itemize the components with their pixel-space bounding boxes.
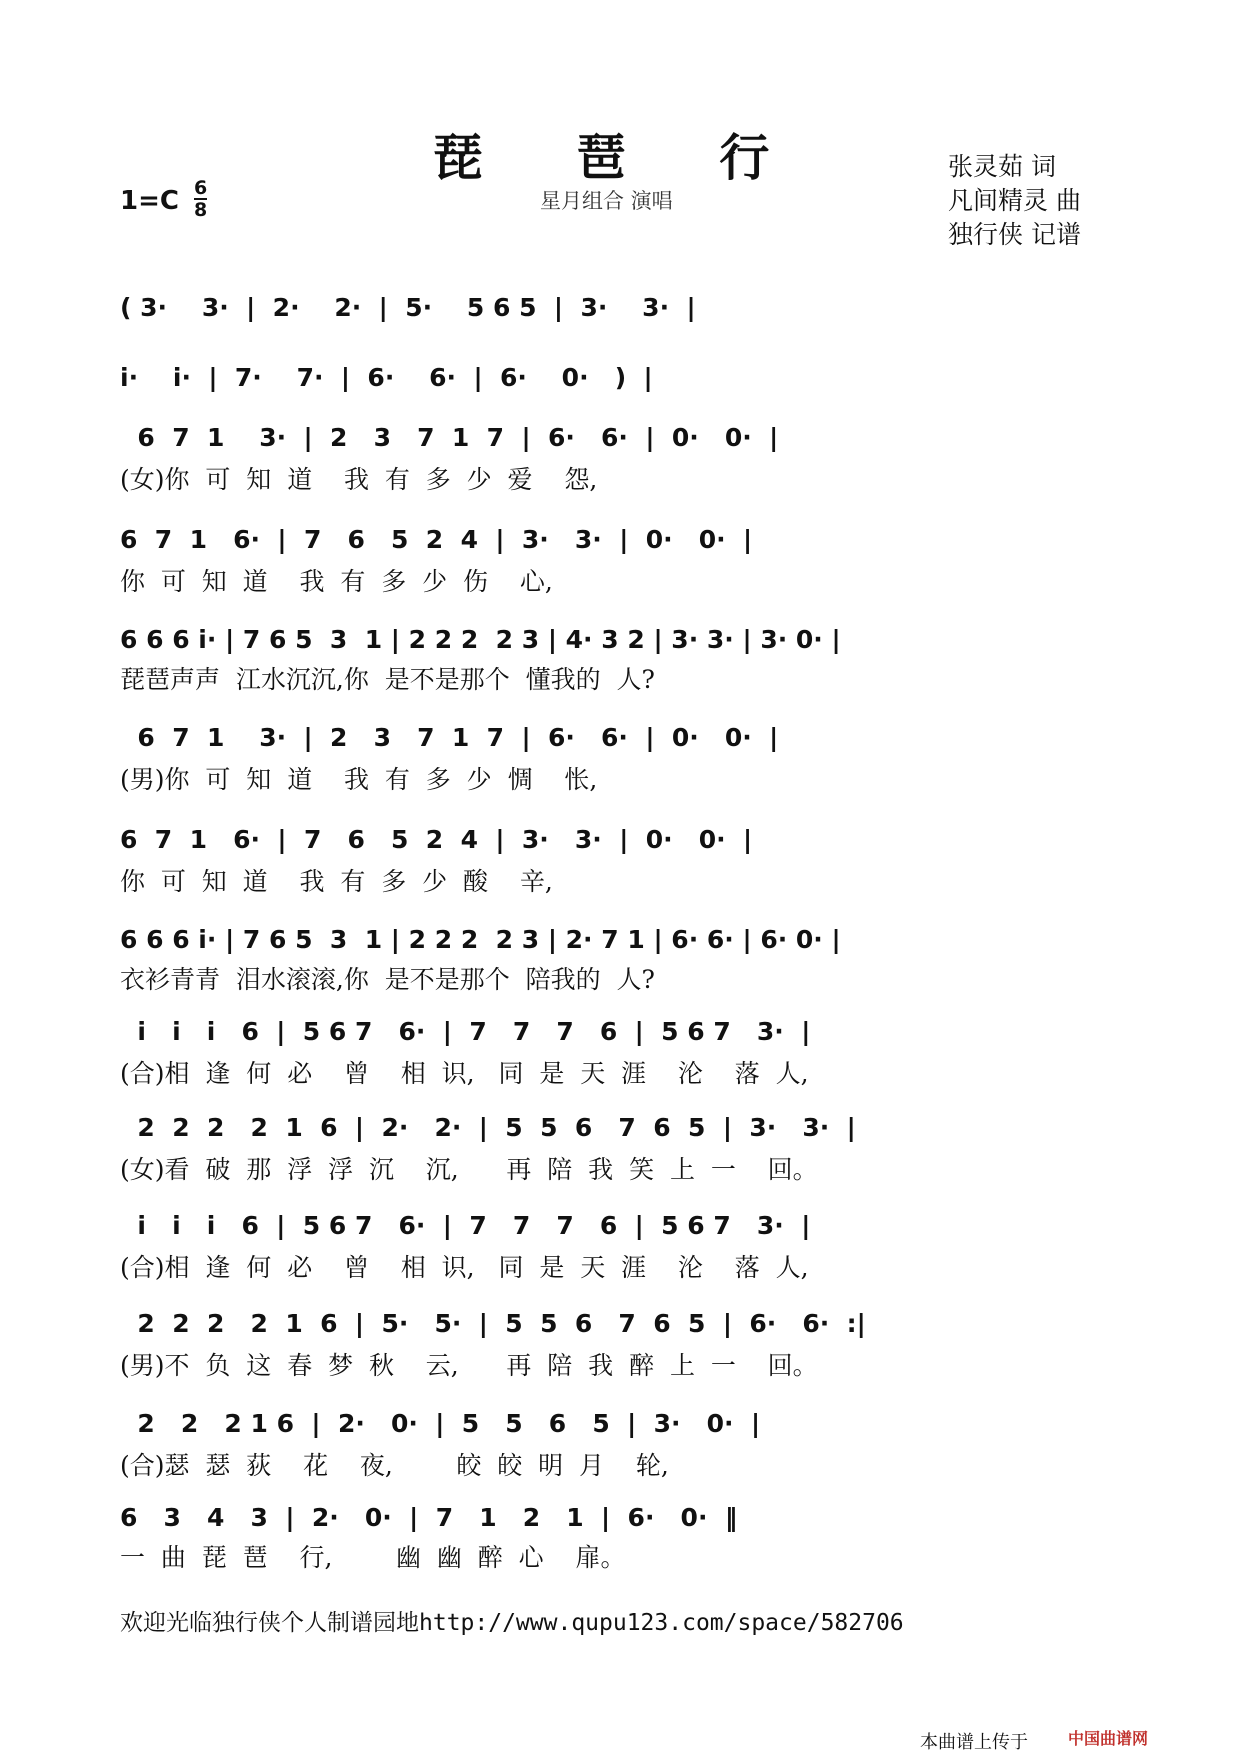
notation-line: i· i· | 7· 7· | 6· 6· | 6· 0· ) |	[120, 363, 653, 392]
lyric-line: (男)不 负 这 春 梦 秋 云, 再 陪 我 醉 上 一 回。	[120, 1351, 818, 1380]
lyric-line: 衣衫青青 泪水滚滚,你 是不是那个 陪我的 人?	[120, 965, 655, 994]
footer-website: 欢迎光临独行侠个人制谱园地http://www.qupu123.com/space/582706	[120, 1610, 904, 1636]
site-logo: 中国曲谱网	[1068, 1729, 1149, 1748]
composer-credit: 凡间精灵 曲	[948, 186, 1081, 215]
notation-line: i i i 6 | 5 6 7 6· | 7 7 7 6 | 5 6 7 3· |	[120, 1017, 811, 1046]
page-title: 琵 琶 行	[432, 128, 808, 187]
lyricist-credit: 张灵茹 词	[948, 152, 1056, 181]
lyric-line: (男)你 可 知 道 我 有 多 少 惆 怅,	[120, 765, 598, 794]
transcriber-credit: 独行侠 记谱	[948, 220, 1081, 249]
upload-note: 本曲谱上传于	[920, 1732, 1028, 1753]
credits	[948, 150, 1081, 252]
lyric-line: 你 可 知 道 我 有 多 少 伤 心,	[120, 567, 553, 596]
notation-line: 6 6 6 i· | 7 6 5 3 1 | 2 2 2 2 3 | 4· 3 2 | 3· 3· | 3· 0· |	[120, 625, 841, 654]
notation-line: 2 2 2 2 1 6 | 5· 5· | 5 5 6 7 6 5 | 6· 6· :|	[120, 1309, 866, 1338]
notation-line: ( 3· 3· | 2· 2· | 5· 5 6 5 | 3· 3· |	[120, 293, 696, 322]
notation-line: 2 2 2 1 6 | 2· 0· | 5 5 6 5 | 3· 0· |	[120, 1409, 761, 1438]
time-signature	[194, 178, 207, 220]
lyric-line: (合)相 逢 何 必 曾 相 识, 同 是 天 涯 沦 落 人,	[120, 1253, 809, 1282]
notation-line: 2 2 2 2 1 6 | 2· 2· | 5 5 6 7 6 5 | 3· 3· |	[120, 1113, 856, 1142]
lyric-line: (合)瑟 瑟 荻 花 夜, 皎 皎 明 月 轮,	[120, 1451, 669, 1480]
notation-line: 6 7 1 6· | 7 6 5 2 4 | 3· 3· | 0· 0· |	[120, 825, 753, 854]
lyric-line: (合)相 逢 何 必 曾 相 识, 同 是 天 涯 沦 落 人,	[120, 1059, 809, 1088]
key-signature: 1=C	[120, 186, 179, 216]
lyric-line: (女)看 破 那 浮 浮 沉 沉, 再 陪 我 笑 上 一 回。	[120, 1155, 818, 1184]
lyric-line: (女)你 可 知 道 我 有 多 少 爱 怨,	[120, 465, 598, 494]
notation-line: 6 7 1 3· | 2 3 7 1 7 | 6· 6· | 0· 0· |	[120, 423, 779, 452]
lyric-line: 琵琶声声 江水沉沉,你 是不是那个 懂我的 人?	[120, 665, 655, 694]
lyric-line: 一 曲 琵 琶 行, 幽 幽 醉 心 扉。	[120, 1543, 626, 1572]
notation-line: i i i 6 | 5 6 7 6· | 7 7 7 6 | 5 6 7 3· |	[120, 1211, 811, 1240]
performer-subtitle: 星月组合 演唱	[540, 189, 673, 213]
notation-line: 6 7 1 6· | 7 6 5 2 4 | 3· 3· | 0· 0· |	[120, 525, 753, 554]
notation-line: 6 3 4 3 | 2· 0· | 7 1 2 1 | 6· 0· ‖	[120, 1503, 738, 1532]
lyric-line: 你 可 知 道 我 有 多 少 酸 辛,	[120, 867, 553, 896]
notation-line: 6 6 6 i· | 7 6 5 3 1 | 2 2 2 2 3 | 2· 7 1 | 6· 6· | 6· 0· |	[120, 925, 841, 954]
time-signature-bottom: 8	[194, 199, 208, 221]
notation-line: 6 7 1 3· | 2 3 7 1 7 | 6· 6· | 0· 0· |	[120, 723, 779, 752]
time-signature-top: 6	[194, 177, 208, 199]
